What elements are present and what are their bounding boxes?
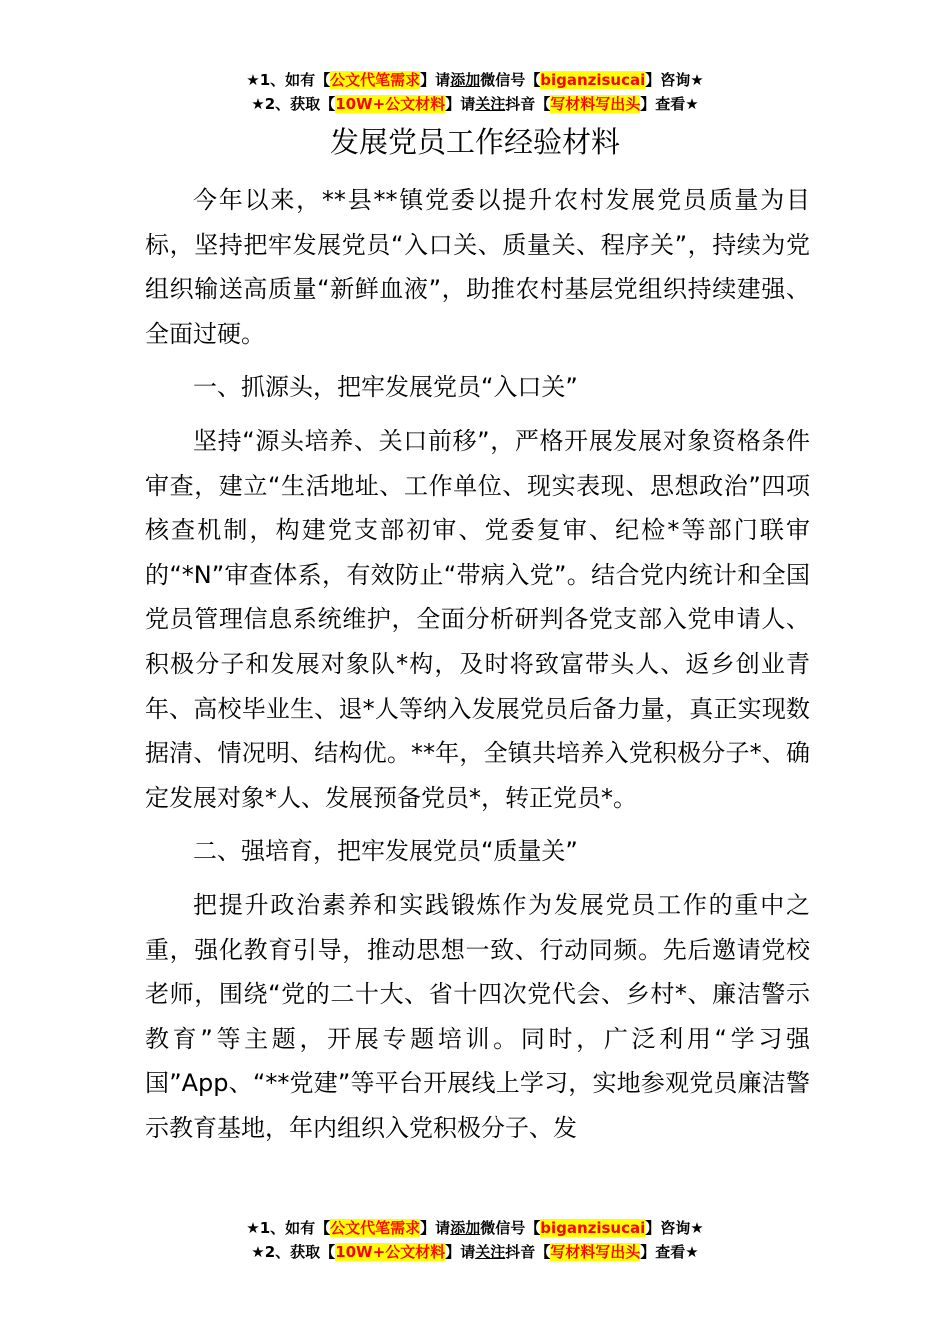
paragraph-section-1: 坚持“源头培养、关口前移”，严格开展发展对象资格条件审查，建立“生活地址、工作单位、现实表现、思想政治”四项核查机制，构建党支部初审、党委复审、纪检*等部门联审的“*N”审查体系，有效防止“带病入党”。结合党内统计和全国党员管理信息系统维护，全面分析研判各党支部入党申请人、积极分子和发展对象队*构，及时将致富带头人、返乡创业青年、高校毕业生、退*人等纳入发展党员后备力量，真正实现数据清、情况明、结构优。**年，全镇共培养入党积极分子*、确定发展对象*人、发展预备党员*，转正党员*。	[145, 426, 810, 812]
paragraph-section-2: 把提升政治素养和实践锻炼作为发展党员工作的重中之重，强化教育引导，推动思想一致、行动同频。先后邀请党校老师，围绕“党的二十大、省十四次党代会、乡村*、廉洁警示教育”等主题，开展专题培训。同时，广泛利用“学习强国”App、“**党建”等平台开展线上学习，实地参观党员廉洁警示教育基地，年内组织入党积极分子、发	[145, 890, 810, 1142]
banner-line-1: ★1、如有【公文代笔需求】请添加微信号【biganzisucai】咨询★	[246, 71, 704, 89]
footer-banner	[0, 1216, 950, 1264]
header-banner	[0, 68, 950, 116]
footer-line-2: ★2、获取【10W+公文材料】请关注抖音【写材料写出头】查看★	[251, 1243, 699, 1261]
section-heading-2: 二、强培育，把牢发展党员“质量关”	[193, 837, 578, 866]
highlight-service: 公文代笔需求	[330, 71, 421, 89]
document-body	[145, 178, 810, 1159]
highlight-wechat-id: biganzisucai	[540, 71, 646, 89]
footer-line-1: ★1、如有【公文代笔需求】请添加微信号【biganzisucai】咨询★	[246, 1219, 704, 1237]
document-title: 发展党员工作经验材料	[329, 125, 620, 159]
paragraph-intro: 今年以来，**县**镇党委以提升农村发展党员质量为目标，坚持把牢发展党员“入口关、质量关、程序关”，持续为党组织输送高质量“新鲜血液”，助推农村基层党组织持续建强、全面过硬。	[145, 186, 810, 348]
banner-line-2: ★2、获取【10W+公文材料】请关注抖音【写材料写出头】查看★	[251, 95, 699, 113]
highlight-douyin: 写材料写出头	[550, 95, 641, 113]
highlight-materials: 10W+公文材料	[335, 95, 446, 113]
section-heading-1: 一、抓源头，把牢发展党员“入口关”	[193, 373, 578, 402]
